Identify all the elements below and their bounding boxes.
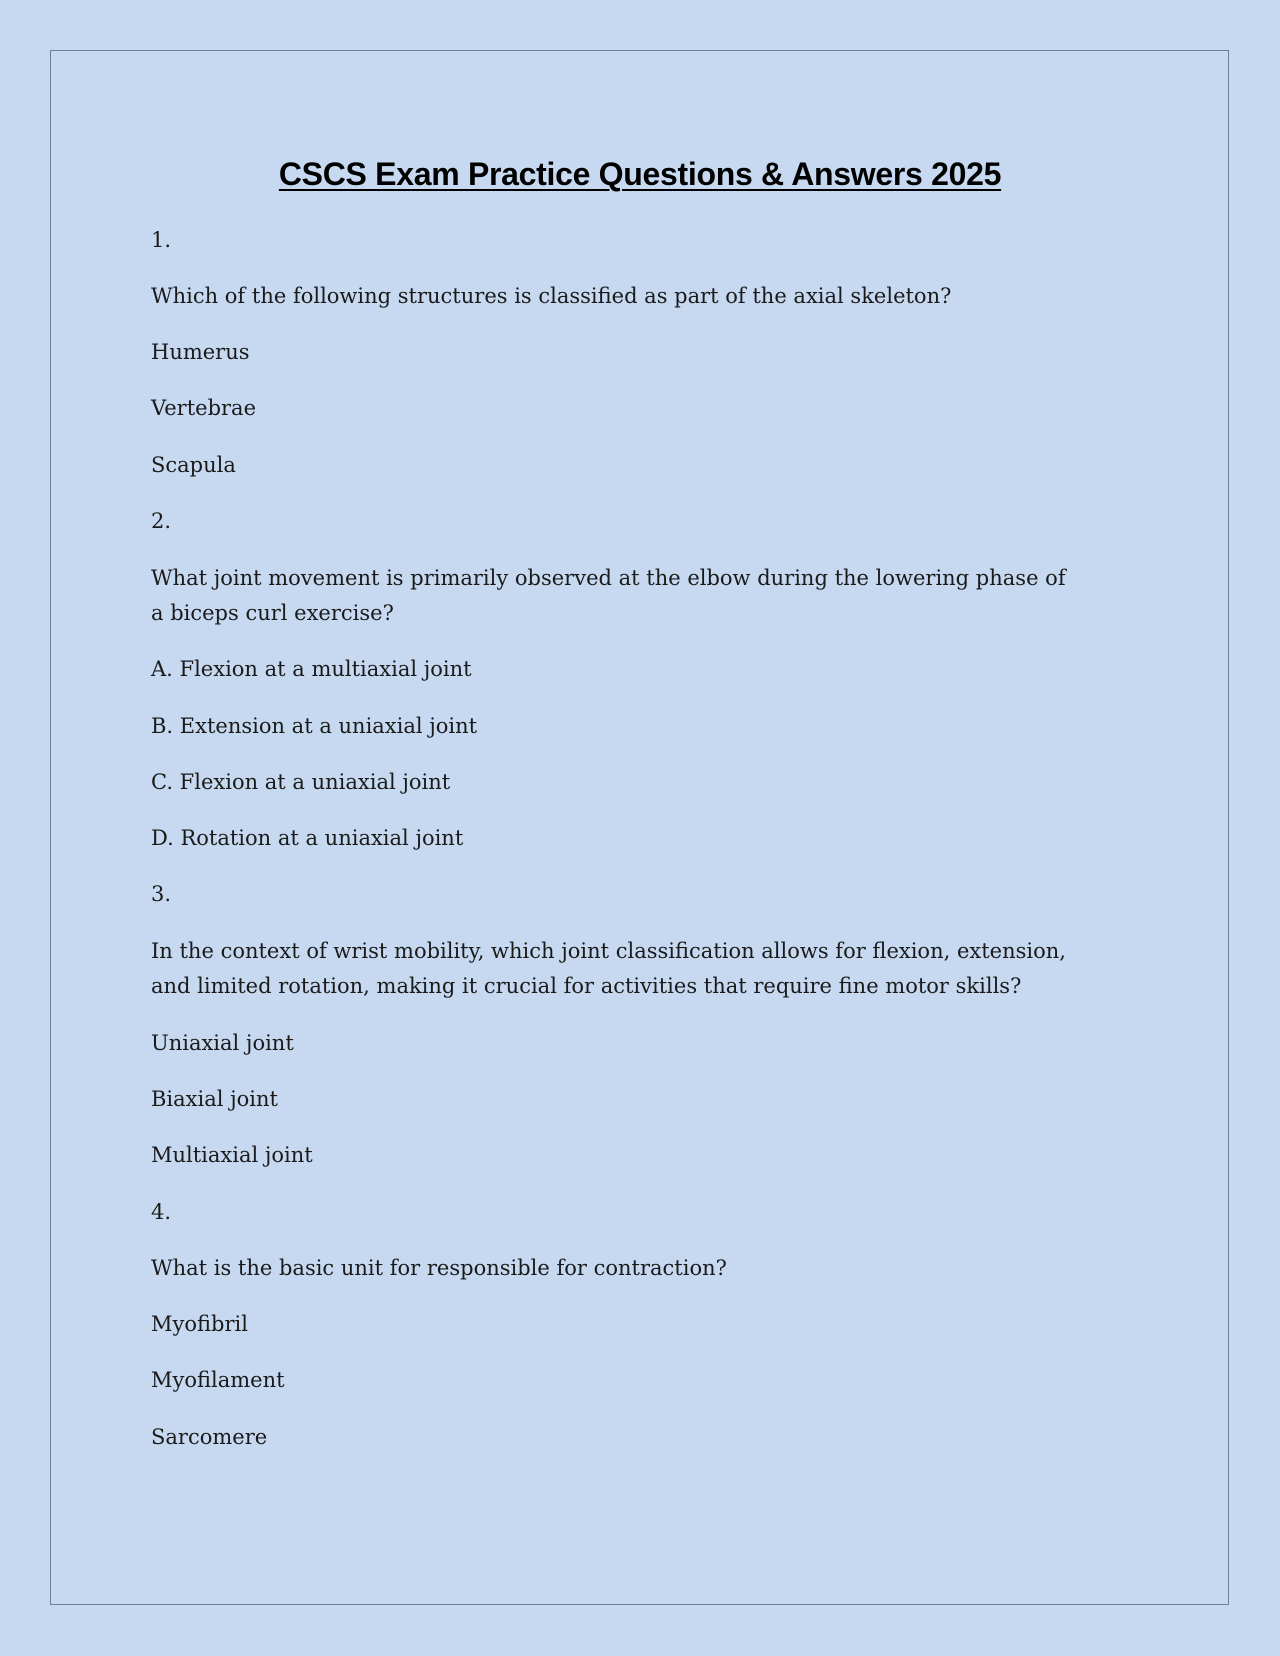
answer-option: Humerus	[151, 340, 250, 364]
document-title: CSCS Exam Practice Questions & Answers 2025	[278, 156, 1002, 192]
question-text-line: In the context of wrist mobility, which joint classification allows for flexion, extension,	[151, 939, 1066, 963]
question-text-line: What joint movement is primarily observed at the elbow during the lowering phase of	[151, 566, 1066, 590]
question-number: 3.	[151, 882, 172, 906]
answer-option: Biaxial joint	[151, 1087, 278, 1111]
answer-option: Sarcomere	[151, 1425, 268, 1449]
answer-option: Multiaxial joint	[151, 1143, 313, 1167]
question-text: What is the basic unit for responsible for contraction?	[151, 1256, 727, 1280]
answer-option: C. Flexion at a uniaxial joint	[151, 770, 451, 794]
answer-option: Scapula	[151, 453, 236, 477]
question-text: Which of the following structures is classified as part of the axial skeleton?	[151, 284, 952, 308]
question-number: 2.	[151, 509, 172, 533]
question-number: 4.	[151, 1200, 172, 1224]
answer-option: Uniaxial joint	[151, 1031, 294, 1055]
question-text-line: a biceps curl exercise?	[151, 601, 394, 625]
answer-option: B. Extension at a uniaxial joint	[151, 714, 478, 738]
answer-option: Vertebrae	[151, 396, 256, 420]
answer-option: A. Flexion at a multiaxial joint	[151, 657, 472, 681]
answer-option: Myofibril	[151, 1312, 248, 1336]
answer-option: Myofilament	[151, 1368, 285, 1392]
answer-option: D. Rotation at a uniaxial joint	[151, 826, 464, 850]
question-text-line: and limited rotation, making it crucial for activities that require fine motor skills?	[151, 974, 1022, 998]
question-number: 1.	[151, 228, 172, 252]
